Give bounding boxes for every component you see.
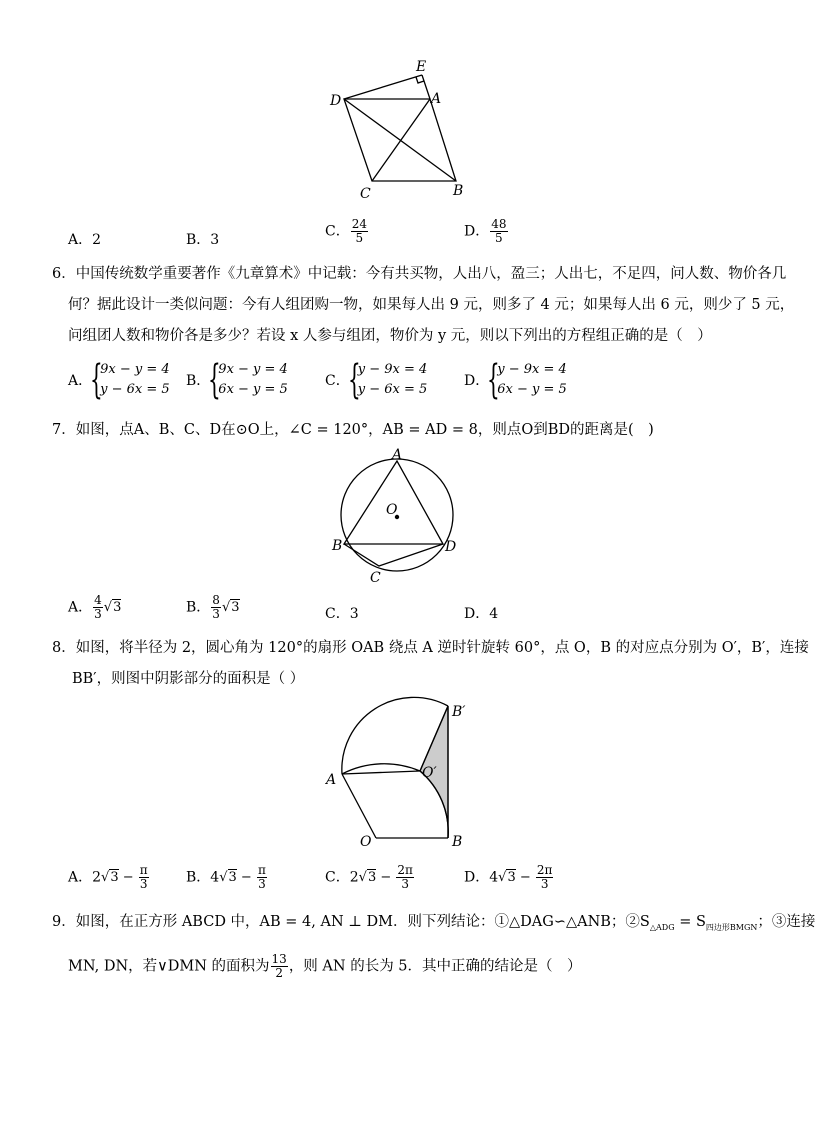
q5-option-d-fraction: $\frac{48}{5}$ [491, 217, 507, 245]
q5-option-a-letter: A． [68, 232, 93, 248]
q8-option-a[interactable] [68, 864, 150, 891]
q7-option-b-radical: √3 [221, 600, 240, 615]
q8-option-d[interactable] [464, 864, 554, 891]
q7-option-a[interactable] [68, 594, 121, 621]
q7-option-d-letter: D． [464, 606, 490, 622]
q7-text: 7．如图，点A、B、C、D在⊙O上，∠C = 120°，AB = AD = 8，则点O到BD的距离是( ) [52, 422, 654, 438]
q8-option-c[interactable] [325, 864, 415, 891]
q8-option-b-letter: B． [186, 869, 211, 886]
q5-label-e: E [416, 59, 427, 75]
q6-option-b[interactable] [186, 357, 288, 403]
q7-option-c-value: 3 [349, 606, 359, 622]
q7-label-c: C [370, 570, 381, 586]
q5-option-d-letter: D． [464, 223, 490, 240]
q5-option-b-value: 3 [210, 232, 220, 248]
q6-option-a-system: { 9x − y = 4 y − 6x = 5 [90, 357, 170, 403]
q5-figure [320, 55, 480, 205]
q7-figure [330, 445, 470, 585]
q8-option-c-radical: √3 − [358, 870, 396, 885]
q5-label-c: C [360, 186, 371, 202]
q5-segment-de [344, 75, 422, 99]
q5-option-b[interactable] [186, 229, 219, 249]
q8-segment-ao1 [342, 771, 420, 774]
q8-option-b-coef: 4 [210, 869, 220, 886]
q8-label-o: O [360, 834, 372, 850]
q6-text-line3: 问组团人数和物价各是多少？若设 x 人参与组团，物价为 y 元，则以下列出的方程组正确的是（ ） [68, 328, 712, 344]
q8-option-a-radical: √3 − [101, 870, 138, 885]
q6-option-d-system: { y − 9x = 4 6x − y = 5 [487, 357, 567, 403]
q6-option-d-letter: D． [464, 373, 490, 389]
q6-text-line1: 6．中国传统数学重要著作《九章算术》中记载：今有共买物，人出八，盈三；人出七，不足四，问人数、物价各几 [52, 266, 787, 282]
q8-option-d-radical: √3 − [498, 870, 535, 885]
q7-option-b[interactable] [186, 594, 240, 621]
q6-option-c-letter: C． [325, 373, 350, 389]
q8-option-c-fraction: $\frac{2\pi}{3}$ [397, 863, 413, 891]
q6-option-c[interactable] [325, 357, 428, 403]
q8-option-b[interactable] [186, 864, 268, 891]
q7-label-d: D [445, 539, 457, 555]
q6-option-d[interactable] [464, 357, 567, 403]
q7-option-a-radical: √3 [103, 600, 122, 615]
q6-option-a-letter: A． [68, 373, 93, 389]
q8-option-a-letter: A． [68, 869, 93, 886]
q8-figure [320, 698, 480, 858]
q8-option-b-fraction: $\frac{\pi}{3}$ [257, 863, 266, 891]
q5-option-c[interactable] [325, 218, 369, 245]
q9-fraction: $\frac{13}{2}$ [271, 952, 287, 980]
q8-label-b: B [452, 834, 463, 850]
q7-label-a: A [392, 447, 403, 463]
q8-label-b1: B′ [452, 704, 466, 720]
q8-option-a-coef: 2 [92, 869, 102, 886]
q8-option-d-coef: 4 [489, 869, 499, 886]
q5-option-b-letter: B． [186, 232, 211, 248]
q6-option-a[interactable] [68, 357, 170, 403]
q7-option-c-letter: C． [325, 606, 350, 622]
q9-text-line1: 9．如图，在正方形 ABCD 中，AB = 4, AN ⊥ DM．则下列结论：①△DAG∽△ANB；$②S_{\triangle ADG} = S_{四边形BMGN}$；③连接 [52, 914, 815, 932]
q5-label-b: B [453, 183, 464, 199]
q5-option-a-value: 2 [92, 232, 102, 248]
q7-option-d[interactable] [464, 603, 498, 623]
q8-label-a: A [326, 772, 337, 788]
q5-diagonal-ac [372, 99, 430, 181]
q5-label-d: D [330, 93, 342, 109]
q6-option-b-letter: B． [186, 373, 211, 389]
q5-option-c-letter: C． [325, 223, 350, 240]
q5-option-d[interactable] [464, 218, 509, 245]
q5-option-a[interactable] [68, 229, 101, 249]
q8-option-c-letter: C． [325, 869, 350, 886]
q8-option-d-fraction: $\frac{2\pi}{3}$ [536, 863, 553, 891]
q8-option-d-letter: D． [464, 869, 490, 886]
q7-option-a-letter: A． [68, 599, 93, 616]
q8-text-line1: 8．如图，将半径为 2，圆心角为 120°的扇形 OAB 绕点 A 逆时针旋转 60°，点 O，B 的对应点分别为 O′，B′，连接 [52, 640, 809, 656]
q8-option-a-fraction: $\frac{\pi}{3}$ [139, 863, 148, 891]
q5-label-a: A [431, 91, 442, 107]
q7-label-b: B [332, 538, 343, 554]
q7-option-d-value: 4 [489, 606, 499, 622]
q7-segments-bcd [344, 544, 443, 566]
q8-text-line2: BB′，则图中阴影部分的面积是（ ） [72, 671, 305, 687]
q7-option-c[interactable] [325, 603, 359, 623]
q8-option-b-radical: √3 − [219, 870, 256, 885]
q8-option-c-coef: 2 [349, 869, 359, 886]
q7-option-b-letter: B． [186, 599, 211, 616]
q6-option-b-system: { 9x − y = 4 6x − y = 5 [208, 357, 288, 403]
q9-text-line2: MN, DN，若∨DMN 的面积为 $\frac{13}{2}$ ，则 AN 的长为 5．其中正确的结论是（ ） [68, 952, 582, 980]
q8-segment-ao [342, 774, 376, 838]
q6-text-line2: 何？据此设计一类似问题：今有人组团购一物，如果每人出 9 元，则多了 4 元；如果每人出 6 元，则少了 5 元， [68, 297, 795, 313]
q5-segment-ea [422, 75, 430, 99]
q6-option-c-system: { y − 9x = 4 y − 6x = 5 [347, 357, 428, 403]
q5-diagonal-db [344, 99, 456, 181]
q7-option-b-fraction: $\frac{8}{3}$ [212, 593, 220, 621]
q7-option-a-fraction: $\frac{4}{3}$ [94, 593, 102, 621]
q8-label-o1: O′ [422, 765, 437, 781]
q5-option-c-fraction: $\frac{24}{5}$ [351, 217, 367, 245]
q7-label-o: O [386, 502, 398, 518]
